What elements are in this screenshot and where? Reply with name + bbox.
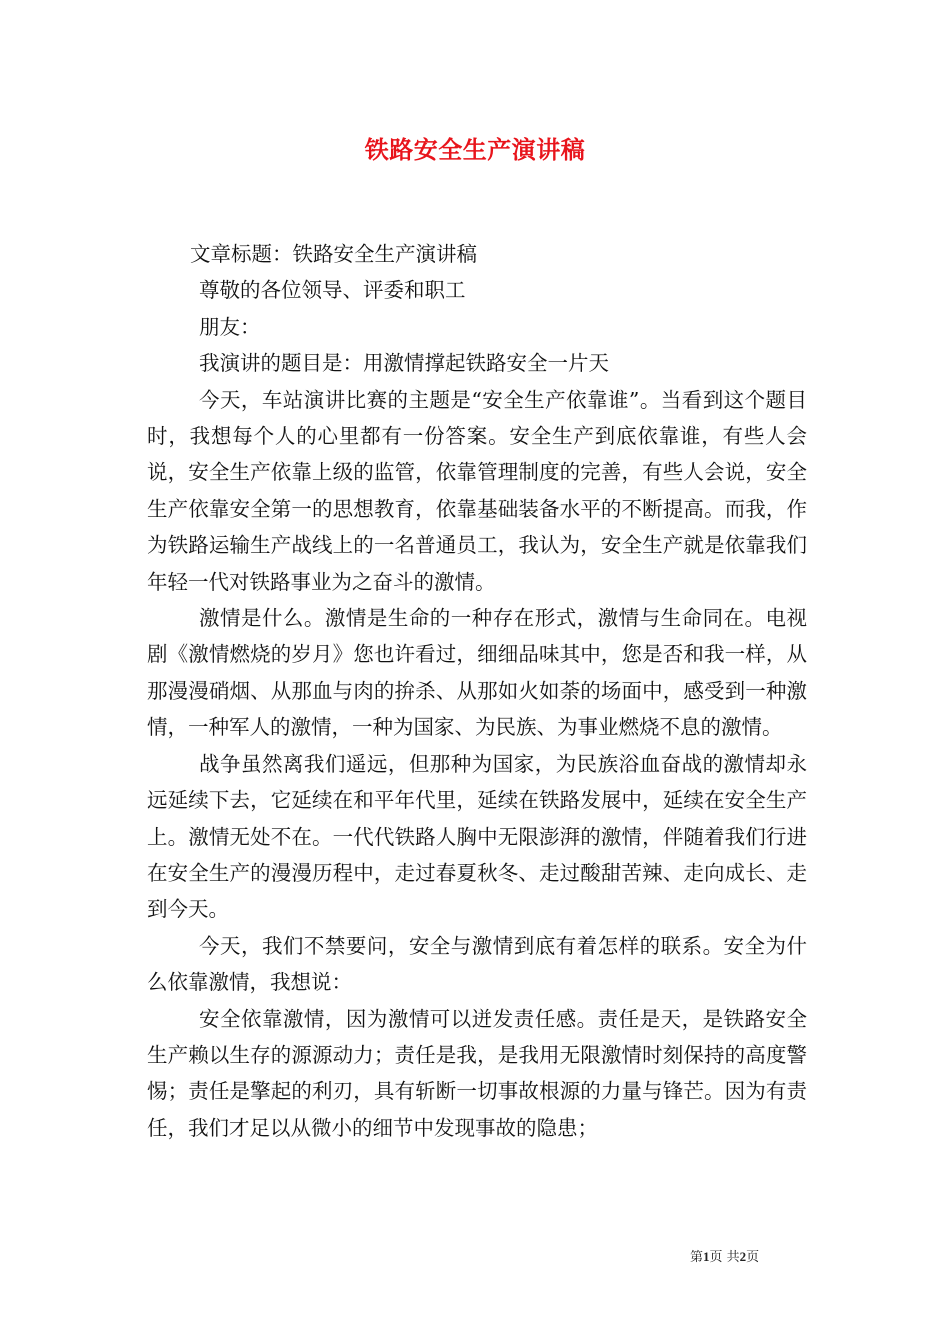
- paragraph: 今天，车站演讲比赛的主题是“安全生产依靠谁”。当看到这个题目时，我想每个人的心里都有一份答案。安全生产到底依靠谁，有些人会说，安全生产依靠上级的监管，依靠管理制度的完善，有些人会说，安全生产依靠安全第一的思想教育，依靠基础装备水平的不断提高。而我，作为铁路运输生产战线上的一名普通员工，我认为，安全生产就是依靠我们年轻一代对铁路事业为之奋斗的激情。: [147, 387, 807, 594]
- document-title: 铁路安全生产演讲稿: [364, 135, 586, 164]
- footer-middle: 页 共: [709, 1250, 740, 1265]
- document-body: [147, 236, 807, 1146]
- paragraph: 今天，我们不禁要问，安全与激情到底有着怎样的联系。安全为什么依靠激情，我想说：: [147, 933, 807, 995]
- footer-total-pages: 2: [739, 1249, 747, 1264]
- page-number-footer: [690, 1248, 850, 1267]
- paragraph: 战争虽然离我们遥远，但那种为国家，为民族浴血奋战的激情却永远延续下去，它延续在和平年代里，延续在铁路发展中，延续在安全生产上。激情无处不在。一代代铁路人胸中无限澎湃的激情，伴随着我们行进在安全生产的漫漫历程中，走过春夏秋冬、走过酸甜苦辣、走向成长、走到今天。: [147, 751, 807, 922]
- footer-current-page: 1: [703, 1249, 710, 1264]
- salutation-line-1: 尊敬的各位领导、评委和职工: [199, 278, 466, 303]
- footer-prefix: 第: [690, 1250, 704, 1265]
- paragraph: 激情是什么。激情是生命的一种存在形式，激情与生命同在。电视剧《激情燃烧的岁月》您也许看过，细细品味其中，您是否和我一样，从那漫漫硝烟、从那血与肉的拚杀、从那如火如荼的场面中，感受到一种激情，一种军人的激情，一种为国家、为民族、为事业燃烧不息的激情。: [147, 606, 807, 740]
- article-title-line: 文章标题：铁路安全生产演讲稿: [190, 242, 477, 266]
- footer-suffix: 页: [746, 1250, 760, 1265]
- paragraph: 安全依靠激情，因为激情可以迸发责任感。责任是天，是铁路安全生产赖以生存的源源动力；责任是我，是我用无限激情时刻保持的高度警惕；责任是擎起的利刃，具有斩断一切事故根源的力量与锋芒。因为有责任，我们才足以从微小的细节中发现事故的隐患；: [147, 1006, 807, 1140]
- salutation-line-2: 朋友：: [199, 314, 261, 339]
- speech-topic-line: 我演讲的题目是：用激情撑起铁路安全一片天: [199, 351, 609, 376]
